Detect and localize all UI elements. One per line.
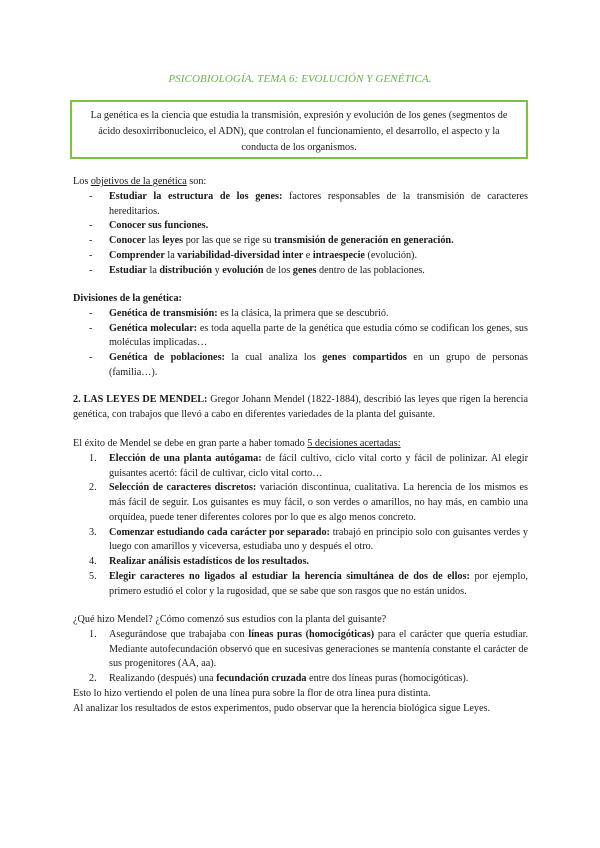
numbered-item: 5. Elegir caracteres no ligados al estudiar la herencia simultánea de dos de ellos: por ejemplo, primero estudió el color y la rugosidad, que se sabe que son rasgos que no están unidos. [89, 571, 528, 597]
definition-text: La genética es la ciencia que estudia la transmisión, expresión y evolución de los genes (segmentos de ácido desoxirribonucleico, el ADN), que controlan el funcionamiento, el desarrollo, el aspecto y la conducta de los organismos. [90, 110, 508, 153]
list-item: - Genética molecular: es toda aquella parte de la genética que estudia cómo se codifican los genes, sus moléculas implicadas… [89, 322, 528, 349]
objetivos-intro: Los objetivos de la genética son: [73, 176, 207, 187]
preguntas-question: ¿Qué hizo Mendel? ¿Cómo comenzó sus estudios con la planta del guisante? [73, 614, 387, 625]
list-item: - Genética de transmisión: es la clásica, la primera que se descubrió. [73, 307, 528, 322]
list-item: - Conocer las leyes por las que se rige su transmisión de generación en generación. [73, 234, 528, 249]
objetivos-intro-underlined: objetivos de la genética [90, 176, 187, 187]
list-item: - Conocer sus funciones. [73, 219, 528, 234]
item-number: 4. [89, 556, 97, 568]
numbered-item: 4. Realizar análisis estadísticos de los resultados. [73, 555, 528, 570]
numbered-item: 3. Comenzar estudiando cada carácter por separado: trabajó en principio solo con guisantes verdes y luego con amarillos y viceversa, estudiaba uno y después el otro. [89, 526, 528, 553]
leyes-text: Gregor Johann Mendel (1822-1884), describió las leyes que rigen la herencia genética, con trabajos que llevó a cabo en diferentes variedades de la planta del guisante. [73, 394, 528, 420]
list-item: - Genética de poblaciones: la cual analiza los genes compartidos en un grupo de personas (familia…). [89, 352, 528, 378]
numbered-item: 2. Selección de caracteres discretos: variación discontinua, cualitativa. La herencia de los mismos es más fácil de seguir. Los guisantes es muy fácil, o son verdes o amarillos, no hay más, en cambio una orquídea, puede tener diferentes colores por lo que es algo menos concreto. [89, 482, 528, 523]
list-item: - Estudiar la distribución y evolución de los genes dentro de las poblaciones. [73, 264, 528, 279]
objetivos-section [73, 175, 528, 278]
list-item: - Comprender la variabilidad-diversidad inter e intraespecie (evolución). [73, 249, 528, 264]
dash-marker: - [89, 264, 93, 276]
leyes-section [73, 393, 528, 423]
numbered-item: 1. Asegurándose que trabajaba con líneas puras (homocigóticas) para el carácter que quería estudiar. Mediante autofecundación observó que en sucesivas generaciones se mantenía constante el carácter de sus progenitores (AA, aa). [89, 628, 528, 670]
leyes-heading: 2. LAS LEYES DE MENDEL: [73, 394, 208, 405]
page-title: PSICOBIOLOGÍA. TEMA 6: EVOLUCIÓN Y GENÉTICA. [168, 73, 432, 85]
item-number: 2. [89, 482, 97, 494]
dash-marker: - [89, 322, 93, 334]
numbered-item: 2. Realizando (después) una fecundación cruzada entre dos líneas puras (homocigóticas). [73, 672, 528, 687]
definition-box [70, 100, 528, 159]
item-number: 1. [89, 452, 97, 464]
dash-marker: - [89, 249, 93, 261]
preguntas-section [73, 613, 528, 716]
list-item: - Estudiar la estructura de los genes: factores responsables de la transmisión de caracteres hereditarios. [89, 190, 528, 217]
exito-section [73, 437, 528, 600]
item-number: 5. [89, 571, 97, 583]
exito-intro-underlined: 5 decisiones acertadas: [307, 438, 401, 449]
paragraph-line: Esto lo hizo vertiendo el polen de una línea pura sobre la flor de otra línea pura distinta. [73, 687, 431, 699]
item-number: 1. [89, 628, 97, 640]
dash-marker: - [89, 190, 93, 202]
numbered-item: 1. Elección de una planta autógama: de fácil cultivo, ciclo vital corto y fácil de polinizar. Al elegir guisantes acertó: fácil de cultivar, ciclo vital corto… [89, 452, 528, 479]
divisiones-heading: Divisiones de la genética: [73, 293, 182, 304]
item-number: 3. [89, 526, 97, 538]
exito-intro: El éxito de Mendel se debe en gran parte a haber tomado 5 decisiones acertadas: [73, 438, 401, 449]
paragraph-line: Al analizar los resultados de estos experimentos, pudo observar que la herencia biológica sigue Leyes. [73, 702, 490, 714]
divisiones-section [73, 292, 528, 381]
dash-marker: - [89, 352, 93, 364]
dash-marker: - [89, 307, 93, 319]
dash-marker: - [89, 235, 93, 247]
item-number: 2. [89, 673, 97, 685]
dash-marker: - [89, 220, 93, 232]
